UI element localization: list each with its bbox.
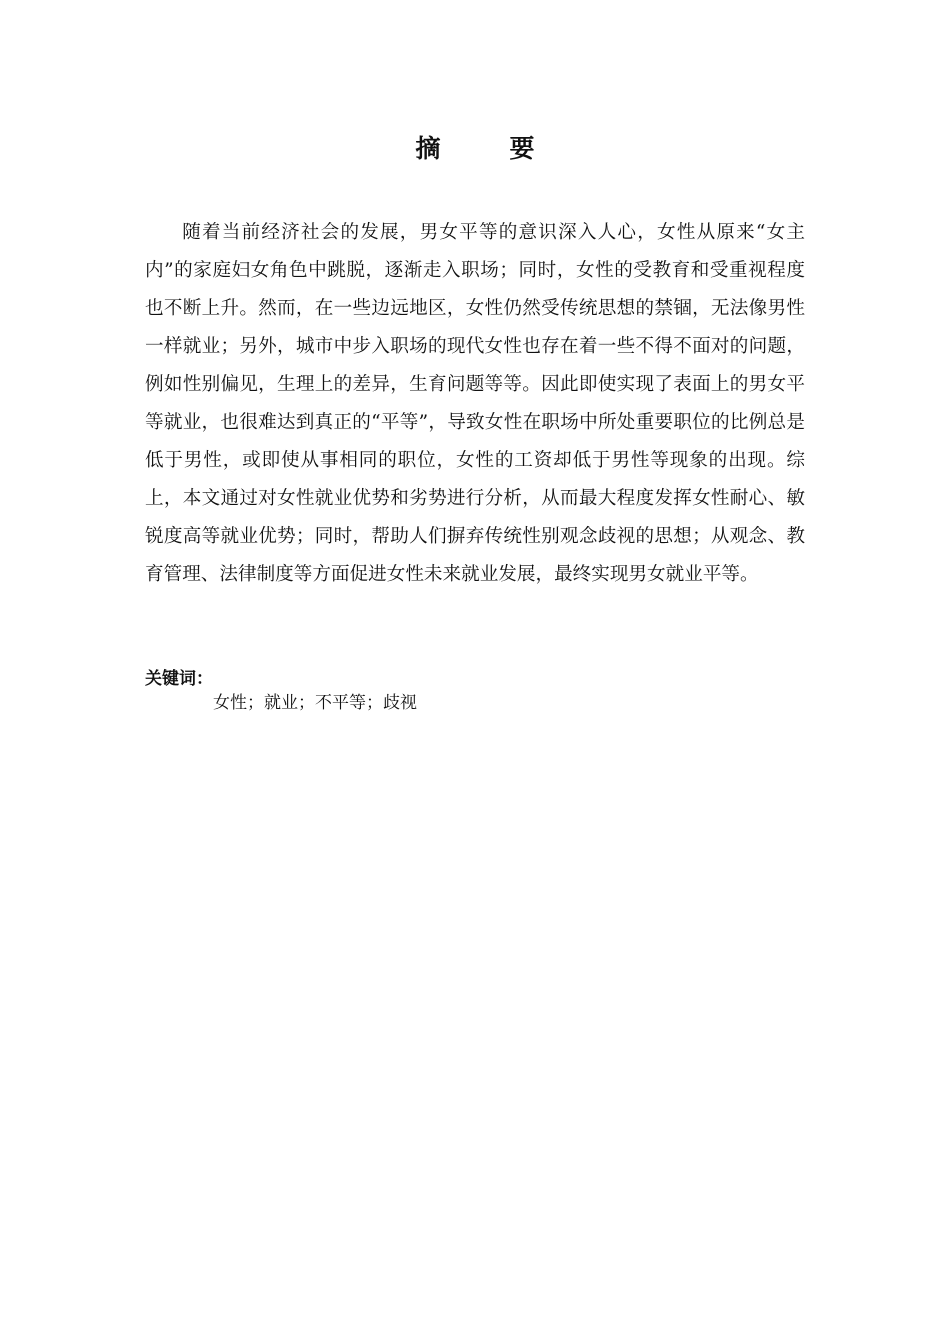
keywords-heading: 关键词： <box>145 669 213 689</box>
keywords-list: 女性；就业；不平等；歧视 <box>213 693 417 713</box>
abstract-title: 摘 要 <box>415 134 557 163</box>
abstract-body: 随着当前经济社会的发展，男女平等的意识深入人心，女性从原来“女主内”的家庭妇女角色中跳脱，逐渐走入职场；同时，女性的受教育和受重视程度也不断上升。然而，在一些边远地区，女性仍然受传统思想的禁锢，无法像男性一样就业；另外，城市中步入职场的现代女性也存在着一些不得不面对的问题，例如性别偏见，生理上的差异，生育问题等等。因此即使实现了表面上的男女平等就业，也很难达到真正的“平等”，导致女性在职场中所处重要职位的比例总是低于男性，或即使从事相同的职位，女性的工资却低于男性等现象的出现。综上，本文通过对女性就业优势和劣势进行分析，从而最大程度发挥女性耐心、敏锐度高等就业优势；同时，帮助人们摒弃传统性别观念歧视的思想；从观念、教育管理、法律制度等方面促进女性未来就业发展，最终实现男女就业平等。 <box>145 222 805 585</box>
